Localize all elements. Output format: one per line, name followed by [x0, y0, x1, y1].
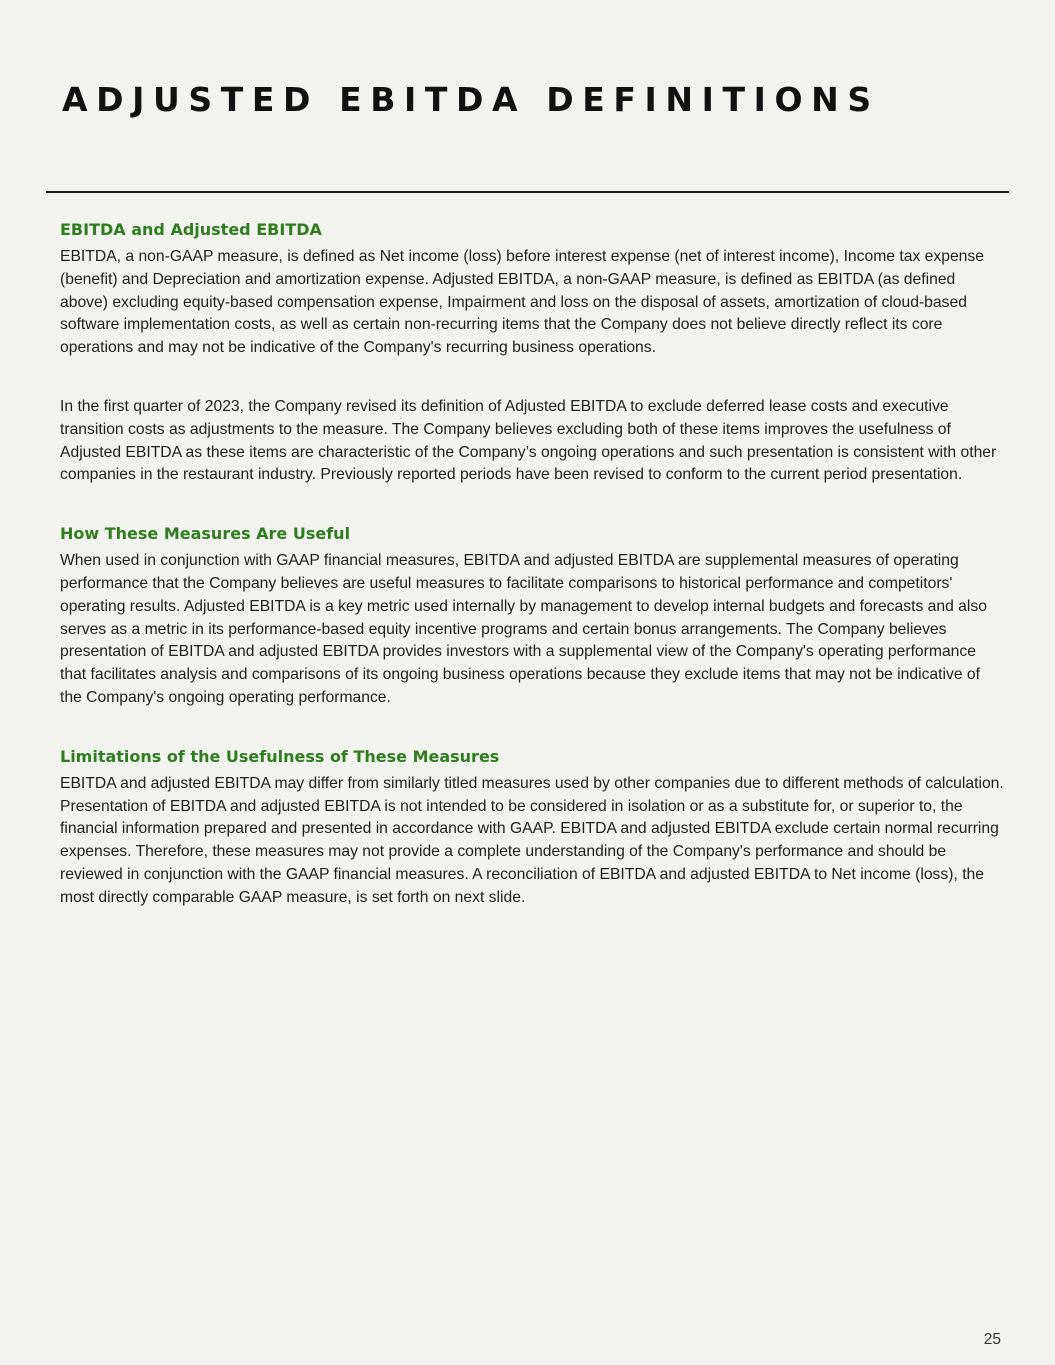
section-heading: EBITDA and Adjusted EBITDA	[60, 220, 322, 239]
document-body	[60, 219, 1005, 910]
section-usefulness	[60, 523, 1005, 710]
body-paragraph: EBITDA and adjusted EBITDA may differ from similarly titled measures used by other companies due to different methods of calculation. Presentation of EBITDA and adjusted EBITDA is not intended to be considered in isolation or as a substitute for, or superior to, the financial information prepared and presented in accordance with GAAP. EBITDA and adjusted EBITDA exclude certain normal recurring expenses. Therefore, these measures may not provide a complete understanding of the Company's performance and should be reviewed in conjunction with the GAAP financial measures. A reconciliation of EBITDA and adjusted EBITDA to Net income (loss), the most directly comparable GAAP measure, is set forth on next slide.	[60, 774, 1004, 906]
section-spacer	[60, 710, 1005, 746]
body-paragraph: In the first quarter of 2023, the Company revised its definition of Adjusted EBITDA to exclude deferred lease costs and executive transition costs as adjustments to the measure. The Company believes excluding both of these items improves the usefulness of Adjusted EBITDA as these items are characteristic of the Company’s ongoing operations and such presentation is consistent with other companies in the restaurant industry. Previously reported periods have been revised to conform to the current period presentation.	[60, 397, 997, 484]
section-spacer	[60, 487, 1005, 523]
section-heading: Limitations of the Usefulness of These Measures	[60, 746, 500, 766]
page-number: 25	[983, 1331, 1001, 1348]
section-ebitda-definition	[60, 219, 1005, 487]
body-paragraph: When used in conjunction with GAAP financial measures, EBITDA and adjusted EBITDA are supplemental measures of operating performance that the Company believes are useful measures to facilitate comparisons to historical performance and competitors' operating results. Adjusted EBITDA is a key metric used internally by management to develop internal budgets and forecasts and also serves as a metric in its performance-based equity incentive programs and certain bonus arrangements. The Company believes presentation of EBITDA and adjusted EBITDA provides investors with a supplemental view of the Company's operating performance that facilitates analysis and comparisons of its ongoing business operations because they exclude items that may not be indicative of the Company's ongoing operating performance.	[60, 552, 987, 706]
paragraph-spacer	[60, 360, 1005, 396]
page-title: ADJUSTED EBITDA DEFINITIONS	[62, 80, 880, 119]
section-limitations	[60, 746, 1005, 910]
title-divider	[46, 191, 1009, 193]
body-paragraph: EBITDA, a non-GAAP measure, is defined as Net income (loss) before interest expense (net of interest income), Income tax expense (benefit) and Depreciation and amortization expense. Adjusted EBITDA, a non-GAAP measure, is defined as EBITDA (as defined above) excluding equity-based compensation expense, Impairment and loss on the disposal of assets, amortization of cloud-based software implementation costs, as well as certain non-recurring items that the Company does not believe directly reflect its core operations and may not be indicative of the Company's recurring business operations.	[60, 248, 984, 357]
section-heading: How These Measures Are Useful	[60, 524, 351, 544]
